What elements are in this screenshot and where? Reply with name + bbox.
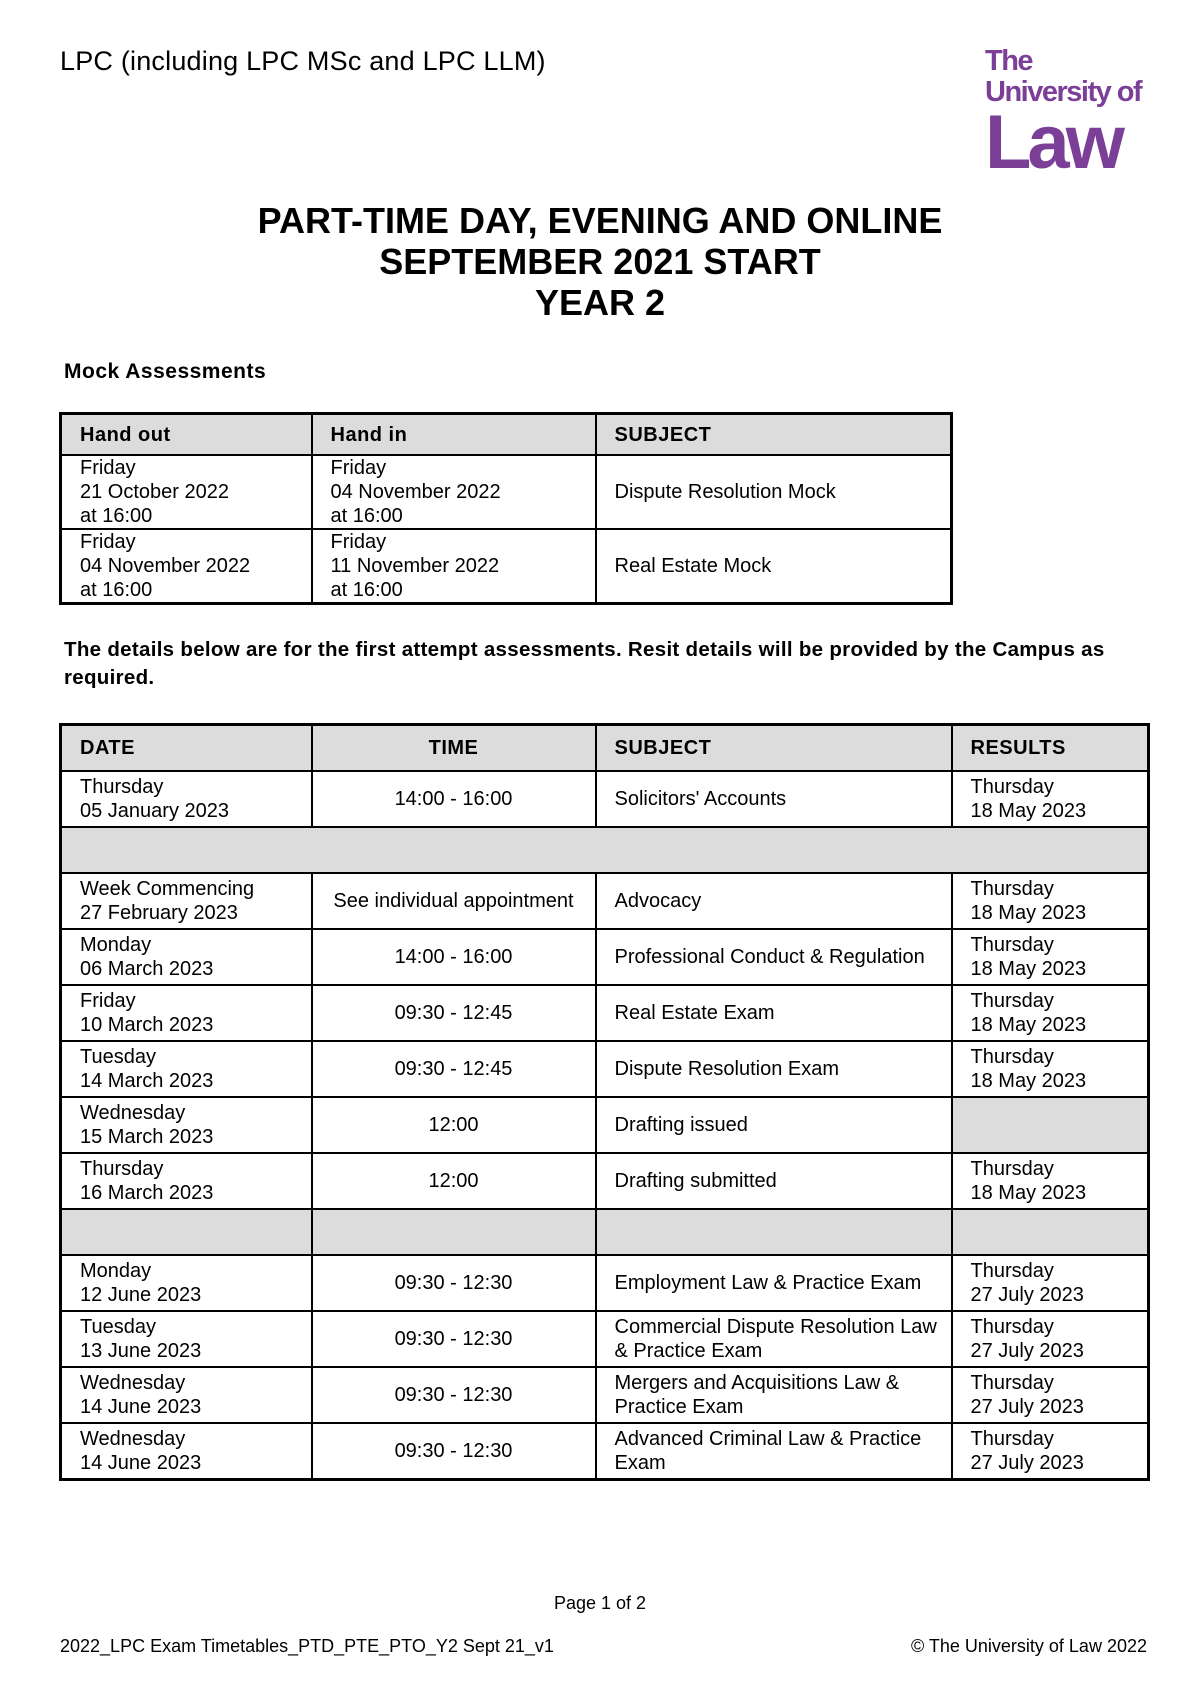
time-cell: 12:00 [312, 1153, 596, 1209]
cell-line: 27 July 2023 [970, 1396, 1084, 1418]
cell-line: 27 July 2023 [970, 1284, 1084, 1306]
cell-line: 18 May 2023 [970, 958, 1087, 980]
cell-line: 18 May 2023 [970, 1070, 1087, 1092]
time-cell: 14:00 - 16:00 [312, 929, 596, 985]
results-cell [952, 1041, 1149, 1097]
exam-row [61, 1097, 1149, 1153]
cell-line: Thursday [970, 1428, 1054, 1450]
cell-line: 16 March 2023 [80, 1182, 214, 1204]
exam-row [61, 1255, 1149, 1311]
column-header-time: TIME [312, 725, 596, 772]
logo-line-3: Law [985, 100, 1121, 185]
results-cell [952, 1097, 1149, 1153]
date-cell [61, 929, 312, 985]
cell-line: Monday [80, 1260, 152, 1282]
exam-row [61, 1311, 1149, 1367]
time-cell: 09:30 - 12:45 [312, 1041, 596, 1097]
cell-line: Thursday [970, 1316, 1054, 1338]
time-cell: See individual appointment [312, 873, 596, 929]
column-header-hand-out: Hand out [61, 414, 312, 456]
cell-line: Wednesday [80, 1372, 186, 1394]
spacer-cell [312, 1209, 596, 1255]
results-cell [952, 929, 1149, 985]
cell-line: Friday [330, 457, 387, 479]
cell-line: 04 November 2022 [80, 555, 251, 577]
spacer-row [61, 1209, 1149, 1255]
cell-line: 14 March 2023 [80, 1070, 214, 1092]
hand-in-cell [312, 529, 596, 604]
subject-cell: Mergers and Acquisitions Law & Practice Exam [596, 1367, 952, 1423]
date-cell [61, 1311, 312, 1367]
logo-line-1: The [985, 45, 1033, 77]
exam-header-row [61, 725, 1149, 772]
subject-cell: Real Estate Mock [596, 529, 952, 604]
cell-line: 05 January 2023 [80, 800, 230, 822]
exam-timetable [59, 723, 1150, 1481]
copyright-notice: © The University of Law 2022 [910, 1636, 1147, 1656]
cell-line: Wednesday [80, 1102, 186, 1124]
date-cell [61, 1153, 312, 1209]
results-cell [952, 1367, 1149, 1423]
cell-line: Thursday [970, 1260, 1054, 1282]
subject-cell: Employment Law & Practice Exam [596, 1255, 952, 1311]
cell-line: 18 May 2023 [970, 1014, 1087, 1036]
subject-cell: Commercial Dispute Resolution Law & Practice Exam [596, 1311, 952, 1367]
cell-line: Thursday [970, 1158, 1054, 1180]
exam-row [61, 873, 1149, 929]
cell-line: 27 February 2023 [80, 902, 238, 924]
cell-line: at 16:00 [330, 579, 403, 601]
exam-row [61, 1423, 1149, 1480]
cell-line: at 16:00 [330, 505, 403, 527]
hand-in-cell [312, 455, 596, 529]
cell-line: Thursday [970, 1046, 1054, 1068]
cell-line: 21 October 2022 [80, 481, 229, 503]
date-cell [61, 1041, 312, 1097]
hand-out-cell [61, 529, 312, 604]
subject-cell: Advocacy [596, 873, 952, 929]
column-header-subject: SUBJECT [596, 414, 952, 456]
subject-cell: Dispute Resolution Exam [596, 1041, 952, 1097]
exam-row [61, 1041, 1149, 1097]
title-line-1: PART-TIME DAY, EVENING AND ONLINE [257, 200, 943, 241]
spacer-row [61, 827, 1149, 873]
cell-line: Thursday [970, 1372, 1054, 1394]
subject-cell: Real Estate Exam [596, 985, 952, 1041]
subject-cell: Dispute Resolution Mock [596, 455, 952, 529]
cell-line: at 16:00 [80, 505, 153, 527]
cell-line: Friday [80, 990, 136, 1012]
results-cell [952, 1423, 1149, 1480]
exam-row [61, 929, 1149, 985]
results-cell [952, 1311, 1149, 1367]
cell-line: 14 June 2023 [80, 1396, 202, 1418]
date-cell [61, 1097, 312, 1153]
spacer-cell [596, 1209, 952, 1255]
cell-line: Thursday [970, 776, 1054, 798]
cell-line: Friday [80, 457, 136, 479]
column-header-results: RESULTS [952, 725, 1149, 772]
cell-line: Thursday [970, 990, 1054, 1012]
time-cell: 12:00 [312, 1097, 596, 1153]
results-cell [952, 1153, 1149, 1209]
results-cell [952, 1255, 1149, 1311]
page-title [0, 200, 1200, 323]
cell-line: Friday [80, 531, 136, 553]
subject-cell: Drafting issued [596, 1097, 952, 1153]
date-cell [61, 1423, 312, 1480]
cell-line: 18 May 2023 [970, 1182, 1087, 1204]
cell-line: Monday [80, 934, 152, 956]
title-line-2: SEPTEMBER 2021 START [379, 241, 821, 282]
time-cell: 14:00 - 16:00 [312, 771, 596, 827]
mock-header-row [61, 414, 952, 456]
cell-line: Wednesday [80, 1428, 186, 1450]
cell-line: Thursday [970, 878, 1054, 900]
exam-row [61, 1367, 1149, 1423]
cell-line: 27 July 2023 [970, 1452, 1084, 1474]
spacer-cell [952, 1209, 1149, 1255]
column-header-date: DATE [61, 725, 312, 772]
date-cell [61, 985, 312, 1041]
cell-line: at 16:00 [80, 579, 153, 601]
cell-line: Thursday [80, 776, 164, 798]
title-line-3: YEAR 2 [534, 282, 666, 323]
time-cell: 09:30 - 12:30 [312, 1255, 596, 1311]
cell-line: 11 November 2022 [330, 555, 500, 577]
time-cell: 09:30 - 12:30 [312, 1423, 596, 1480]
exam-row [61, 985, 1149, 1041]
date-cell [61, 1255, 312, 1311]
logo-line-2: University of [985, 76, 1142, 108]
page-number: Page 1 of 2 [553, 1593, 647, 1613]
cell-line: 14 June 2023 [80, 1452, 202, 1474]
cell-line: 13 June 2023 [80, 1340, 202, 1362]
column-header-subject: SUBJECT [596, 725, 952, 772]
cell-line: Thursday [80, 1158, 164, 1180]
time-cell: 09:30 - 12:30 [312, 1367, 596, 1423]
cell-line: 04 November 2022 [330, 481, 501, 503]
subject-cell: Drafting submitted [596, 1153, 952, 1209]
results-cell [952, 771, 1149, 827]
cell-line: 15 March 2023 [80, 1126, 214, 1148]
mock-row [61, 529, 952, 604]
date-cell [61, 873, 312, 929]
column-header-hand-in: Hand in [312, 414, 596, 456]
time-cell: 09:30 - 12:30 [312, 1311, 596, 1367]
results-cell [952, 985, 1149, 1041]
cell-line: 18 May 2023 [970, 800, 1087, 822]
cell-line: 27 July 2023 [970, 1340, 1084, 1362]
mock-row [61, 455, 952, 529]
exam-row [61, 1153, 1149, 1209]
mock-assessments-heading: Mock Assessments [64, 360, 267, 383]
results-cell [952, 873, 1149, 929]
time-cell: 09:30 - 12:45 [312, 985, 596, 1041]
cell-line: 12 June 2023 [80, 1284, 202, 1306]
programme-label: LPC (including LPC MSc and LPC LLM) [60, 46, 546, 76]
cell-line: 18 May 2023 [970, 902, 1087, 924]
cell-line: 06 March 2023 [80, 958, 214, 980]
university-logo [985, 45, 1147, 185]
date-cell [61, 771, 312, 827]
date-cell [61, 1367, 312, 1423]
cell-line: Thursday [970, 934, 1054, 956]
cell-line: Tuesday [80, 1316, 156, 1338]
spacer-cell [61, 827, 1149, 873]
cell-line: Week Commencing [80, 878, 255, 900]
subject-cell: Professional Conduct & Regulation [596, 929, 952, 985]
cell-line: Friday [330, 531, 387, 553]
first-attempt-notice: The details below are for the first attempt assessments. Resit details will be provided by the Campus as required. [64, 638, 1105, 689]
subject-cell: Advanced Criminal Law & Practice Exam [596, 1423, 952, 1480]
cell-line: Tuesday [80, 1046, 156, 1068]
document-filename: 2022_LPC Exam Timetables_PTD_PTE_PTO_Y2 Sept 21_v1 [60, 1636, 554, 1656]
mock-assessments-table [59, 412, 953, 605]
exam-row [61, 771, 1149, 827]
hand-out-cell [61, 455, 312, 529]
cell-line: 10 March 2023 [80, 1014, 214, 1036]
spacer-cell [61, 1209, 312, 1255]
subject-cell: Solicitors' Accounts [596, 771, 952, 827]
